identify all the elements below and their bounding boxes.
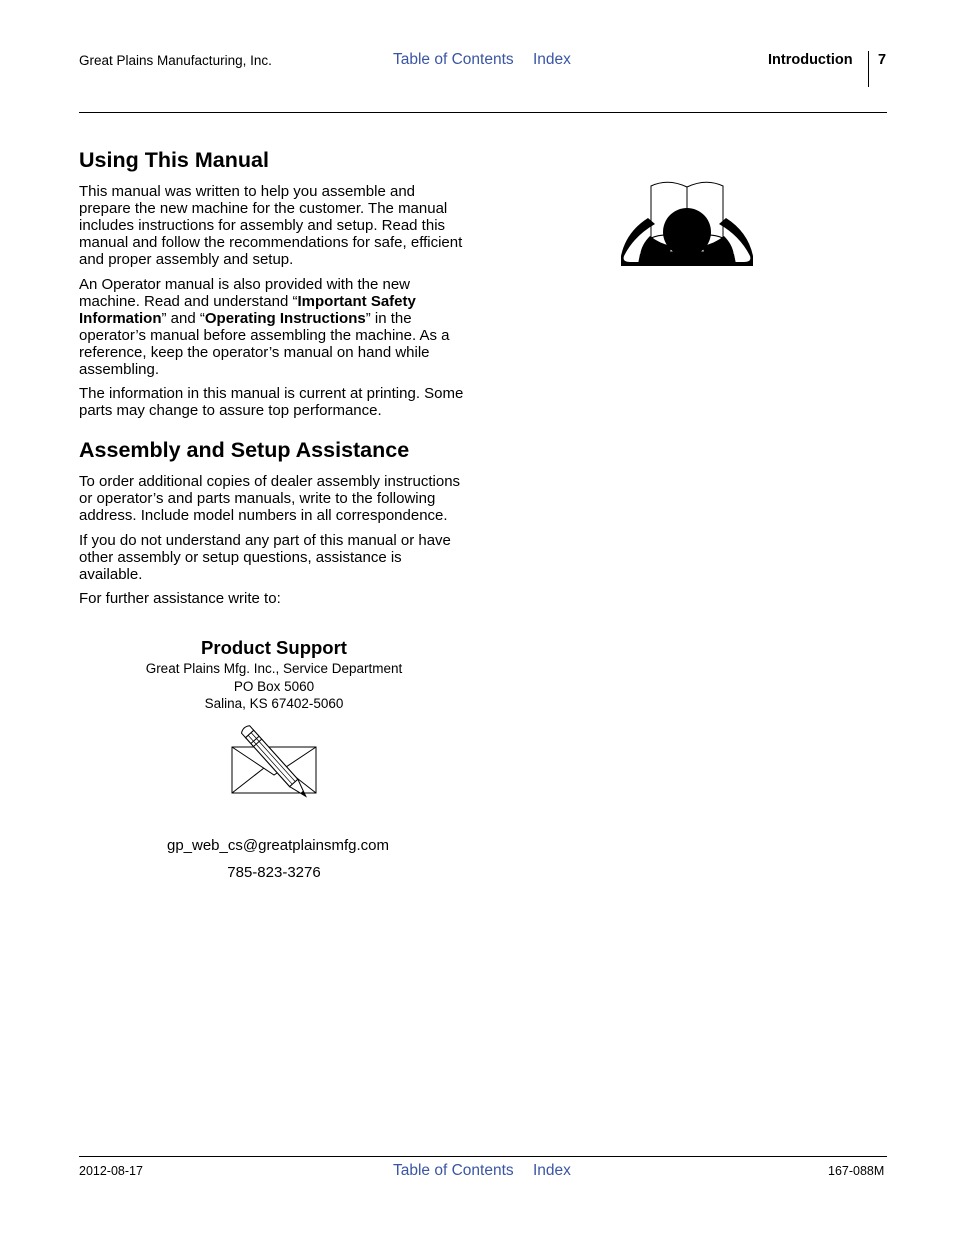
support-address-line: Great Plains Mfg. Inc., Service Department <box>145 661 403 676</box>
support-email[interactable]: gp_web_cs@greatplainsmfg.com <box>166 837 389 854</box>
envelope-pencil-icon <box>228 720 323 808</box>
paragraph: The information in this manual is current at printing. Some parts may change to assure top performance. <box>79 385 464 419</box>
header-section-title: Introduction <box>768 52 853 68</box>
support-title: Product Support <box>201 637 347 658</box>
header-rule <box>79 112 887 113</box>
header-index-link[interactable]: Index <box>533 51 571 68</box>
header-page-number: 7 <box>878 52 887 68</box>
header-company: Great Plains Manufacturing, Inc. <box>79 53 272 68</box>
footer-rule <box>79 1156 887 1157</box>
footer-toc-link[interactable]: Table of Contents <box>393 1162 514 1179</box>
header-toc-link[interactable]: Table of Contents <box>393 51 514 68</box>
text-run: ” in the operator’s manual before assembling the machine. As a reference, keep the operator’s manual on hand while assembling. <box>79 309 450 378</box>
paragraph-operator-manual <box>79 276 469 378</box>
header-divider <box>868 51 869 87</box>
footer-index-link[interactable]: Index <box>533 1162 571 1179</box>
footer-date: 2012-08-17 <box>79 1164 143 1178</box>
support-address-line: PO Box 5060 <box>233 678 315 694</box>
paragraph: If you do not understand any part of this manual or have other assembly or setup questions, assistance is available. <box>79 531 451 583</box>
paragraph: To order additional copies of dealer assembly instructions or operator’s and parts manuals, write to the following address. Include model numbers in all correspondence. <box>79 473 461 524</box>
section-title-assistance: Assembly and Setup Assistance <box>79 438 410 462</box>
section-title-using-manual: Using This Manual <box>79 148 269 172</box>
text-run: An Operator manual is also provided with the new machine. Read and understand “ <box>79 275 411 310</box>
main-column <box>79 146 469 615</box>
paragraph: For further assistance write to: <box>79 590 281 607</box>
footer-doc-number: 167-088M <box>828 1164 885 1178</box>
product-support-block <box>79 636 469 713</box>
support-address-line: Salina, KS 67402-5060 <box>204 696 344 711</box>
paragraph: This manual was written to help you assemble and prepare the new machine for the customer. The manual includes instructions for assembly and setup. Read this manual and follow the recommendations for safe, efficient and proper assembly and setup. <box>79 183 463 268</box>
bold-text: Operating Instructions <box>204 309 366 327</box>
text-run: ” and “ <box>161 309 205 327</box>
support-phone: 785-823-3276 <box>227 864 321 881</box>
bold-text: Important Safety Information <box>79 292 416 327</box>
person-reading-manual-icon <box>620 178 754 270</box>
